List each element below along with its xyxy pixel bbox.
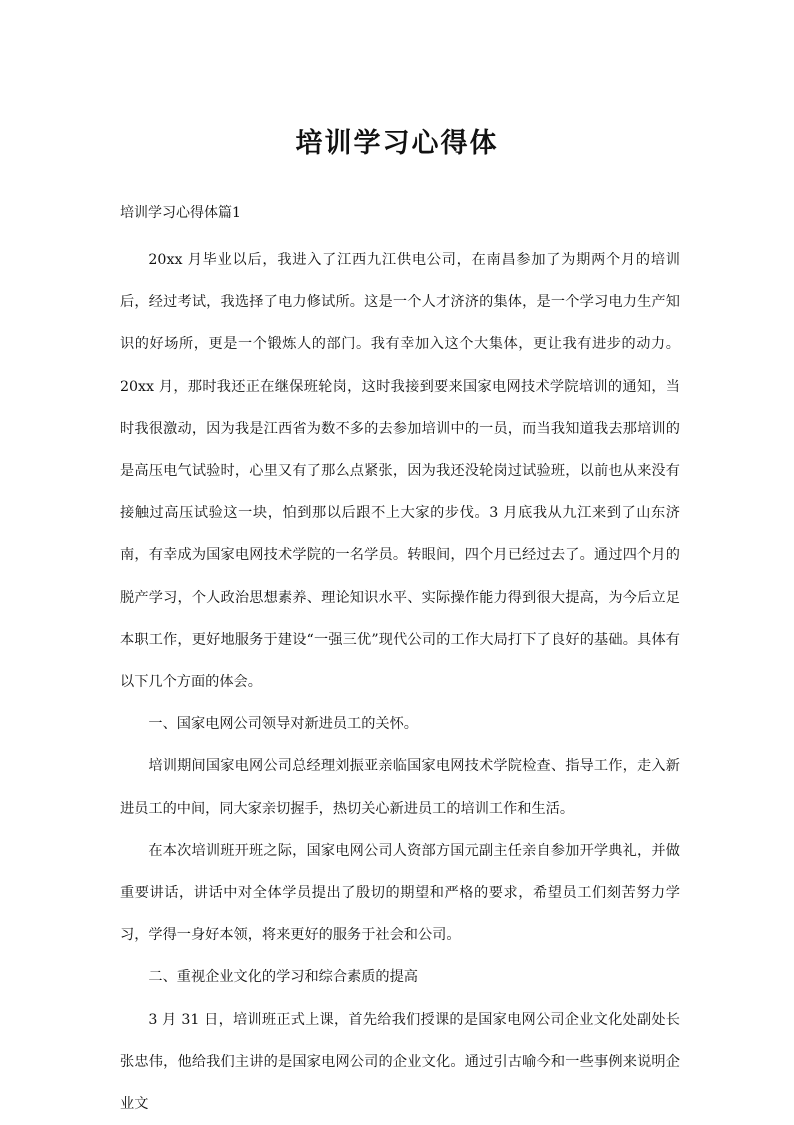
paragraph: 培训期间国家电网公司总经理刘振亚亲临国家电网技术学院检查、指导工作，走入新进员工的中间，同大家亲切握手，热切关心新进员工的培训工作和生活。 [120, 758, 680, 817]
section-label: 培训学习心得体篇1 [120, 205, 241, 221]
document-body [120, 239, 680, 1125]
paragraph: 二、重视企业文化的学习和综合素质的提高 [148, 969, 418, 986]
paragraph: 一、国家电网公司领导对新进员工的关怀。 [148, 716, 418, 733]
document-title: 培训学习心得体 [295, 128, 499, 159]
paragraph: 在本次培训班开班之际，国家电网公司人资部方国元副主任亲自参加开学典礼，并做重要讲话，讲话中对全体学员提出了殷切的期望和严格的要求，希望员工们刻苦努力学习，学得一身好本领，将来更好的服务于社会和公司。 [120, 842, 680, 944]
paragraph: 3 月 31 日，培训班正式上课，首先给我们授课的是国家电网公司企业文化处副处长张忠伟，他给我们主讲的是国家电网公司的企业文化。通过引古喻今和一些事例来说明企业文 [120, 1011, 680, 1113]
paragraph: 20xx 月毕业以后，我进入了江西九江供电公司，在南昌参加了为期两个月的培训后，经过考试，我选择了电力修试所。这是一个人才济济的集体，是一个学习电力生产知识的好场所，更是一个锻炼人的部门。我有幸加入这个大集体，更让我有进步的动力。20xx 月，那时我还正在继保班轮岗，这时我接到要来国家电网技术学院培训的通知，当时我很激动，因为我是江西省为数不多的去参加培训中的一员，而当我知道我去那培训的是高压电气试验时，心里又有了那么点紧张，因为我还没轮岗过试验班，以前也从来没有接触过高压试验这一块，怕到那以后跟不上大家的步伐。3 月底我从九江来到了山东济南，有幸成为国家电网技术学院的一名学员。转眼间，四个月已经过去了。通过四个月的脱产学习，个人政治思想素养、理论知识水平、实际操作能力得到很大提高，为今后立足本职工作，更好地服务于建设“一强三优”现代公司的工作大局打下了良好的基础。具体有以下几个方面的体会。 [120, 252, 680, 691]
